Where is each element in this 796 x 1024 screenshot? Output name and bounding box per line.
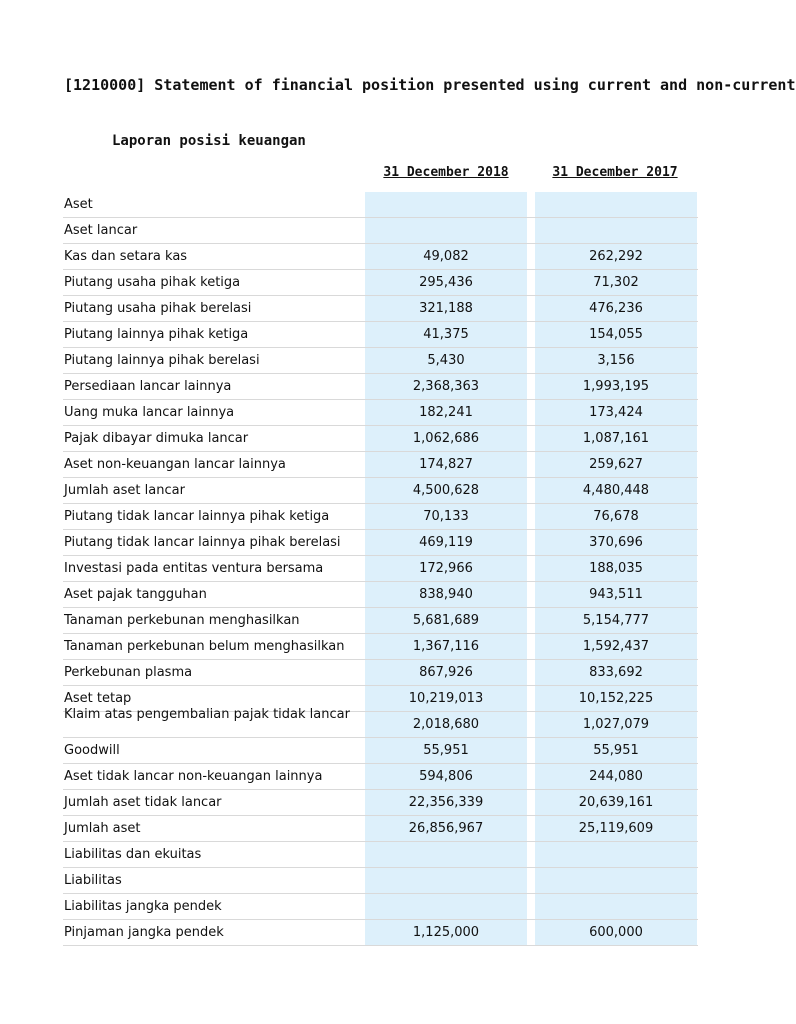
value-cell-2017 (535, 842, 697, 867)
row-label: Aset tetap (64, 691, 132, 706)
table-row (63, 842, 698, 868)
row-label: Uang muka lancar lainnya (64, 405, 235, 420)
value-cell-2018: 1,125,000 (365, 920, 527, 945)
row-label: Liabilitas (64, 873, 122, 888)
value-cell-2018: 867,926 (365, 660, 527, 685)
row-label: Aset non-keuangan lancar lainnya (64, 457, 286, 472)
table-row (63, 400, 698, 426)
table-row (63, 660, 698, 686)
table-row (63, 582, 698, 608)
table-row (63, 426, 698, 452)
table-row (63, 707, 698, 738)
value-cell-2018: 1,367,116 (365, 634, 527, 659)
table-row (63, 868, 698, 894)
value-cell-2018: 4,500,628 (365, 478, 527, 503)
value-cell-2018: 182,241 (365, 400, 527, 425)
value-cell-2018: 10,219,013 (365, 686, 527, 711)
table-row (63, 816, 698, 842)
table-row (63, 894, 698, 920)
value-cell-2018: 41,375 (365, 322, 527, 347)
table-row (63, 790, 698, 816)
row-label: Piutang lainnya pihak berelasi (64, 353, 260, 368)
table-row (63, 764, 698, 790)
value-cell-2018 (365, 218, 527, 243)
statement-title: [1210000] Statement of financial position presented using current and non-current (64, 76, 796, 94)
value-cell-2017: 244,080 (535, 764, 697, 789)
value-cell-2017: 173,424 (535, 400, 697, 425)
row-label: Perkebunan plasma (64, 665, 193, 680)
column-header-2018: 31 December 2018 (383, 165, 509, 180)
value-cell-2018: 70,133 (365, 504, 527, 529)
row-label: Investasi pada entitas ventura bersama (64, 561, 324, 576)
table-row (63, 920, 698, 946)
value-cell-2017: 943,511 (535, 582, 697, 607)
column-header-2017: 31 December 2017 (552, 165, 678, 180)
value-cell-2017: 55,951 (535, 738, 697, 763)
value-cell-2017: 1,993,195 (535, 374, 697, 399)
row-label: Jumlah aset lancar (64, 483, 185, 498)
value-cell-2017: 262,292 (535, 244, 697, 269)
table-row (63, 634, 698, 660)
value-cell-2018: 1,062,686 (365, 426, 527, 451)
value-cell-2018: 172,966 (365, 556, 527, 581)
value-cell-2017: 25,119,609 (535, 816, 697, 841)
table-row (63, 218, 698, 244)
value-cell-2018: 174,827 (365, 452, 527, 477)
value-cell-2017: 10,152,225 (535, 686, 697, 711)
table-row (63, 738, 698, 764)
row-label: Piutang tidak lancar lainnya pihak ketiga (64, 509, 330, 524)
value-cell-2018 (365, 192, 527, 217)
value-cell-2017: 3,156 (535, 348, 697, 373)
value-cell-2017: 20,639,161 (535, 790, 697, 815)
value-cell-2017 (535, 192, 697, 217)
value-cell-2017 (535, 868, 697, 893)
table-row (63, 530, 698, 556)
table-row (63, 452, 698, 478)
value-cell-2017 (535, 894, 697, 919)
table-row (63, 270, 698, 296)
value-cell-2017: 1,027,079 (535, 712, 697, 737)
value-cell-2018: 5,681,689 (365, 608, 527, 633)
row-label: Jumlah aset tidak lancar (64, 795, 222, 810)
value-cell-2018: 49,082 (365, 244, 527, 269)
value-cell-2018: 321,188 (365, 296, 527, 321)
table-row (63, 244, 698, 270)
row-label: Piutang usaha pihak ketiga (64, 275, 241, 290)
value-cell-2018: 2,368,363 (365, 374, 527, 399)
table-row (63, 348, 698, 374)
value-cell-2018: 295,436 (365, 270, 527, 295)
value-cell-2018: 469,119 (365, 530, 527, 555)
value-cell-2018 (365, 842, 527, 867)
table-row (63, 322, 698, 348)
value-cell-2017: 1,087,161 (535, 426, 697, 451)
financial-position-table (63, 192, 698, 946)
table-row (63, 478, 698, 504)
row-label: Liabilitas dan ekuitas (64, 847, 202, 862)
table-row (63, 608, 698, 634)
value-cell-2018: 26,856,967 (365, 816, 527, 841)
row-label: Piutang usaha pihak berelasi (64, 301, 252, 316)
value-cell-2018: 594,806 (365, 764, 527, 789)
table-row (63, 374, 698, 400)
value-cell-2017: 4,480,448 (535, 478, 697, 503)
value-cell-2018 (365, 894, 527, 919)
row-label: Aset tidak lancar non-keuangan lainnya (64, 769, 323, 784)
value-cell-2017 (535, 218, 697, 243)
value-cell-2018: 55,951 (365, 738, 527, 763)
value-cell-2017: 259,627 (535, 452, 697, 477)
value-cell-2017: 600,000 (535, 920, 697, 945)
value-cell-2017: 1,592,437 (535, 634, 697, 659)
table-row (63, 192, 698, 218)
row-label: Goodwill (64, 743, 120, 758)
row-label: Persediaan lancar lainnya (64, 379, 232, 394)
row-label: Aset lancar (64, 223, 138, 238)
value-cell-2017: 71,302 (535, 270, 697, 295)
table-row (63, 296, 698, 322)
row-label: Liabilitas jangka pendek (64, 899, 222, 914)
row-label: Aset (64, 197, 93, 212)
row-label: Piutang lainnya pihak ketiga (64, 327, 249, 342)
value-cell-2017: 188,035 (535, 556, 697, 581)
value-cell-2018: 2,018,680 (365, 712, 527, 737)
table-row (63, 504, 698, 530)
value-cell-2017: 154,055 (535, 322, 697, 347)
row-label: Tanaman perkebunan menghasilkan (64, 613, 300, 628)
value-cell-2018: 838,940 (365, 582, 527, 607)
value-cell-2017: 370,696 (535, 530, 697, 555)
value-cell-2017: 5,154,777 (535, 608, 697, 633)
value-cell-2018: 22,356,339 (365, 790, 527, 815)
value-cell-2017: 76,678 (535, 504, 697, 529)
row-label: Kas dan setara kas (64, 249, 188, 264)
value-cell-2018 (365, 868, 527, 893)
statement-subtitle: Laporan posisi keuangan (112, 133, 306, 149)
table-row (63, 556, 698, 582)
value-cell-2018: 5,430 (365, 348, 527, 373)
row-label: Pinjaman jangka pendek (64, 925, 224, 940)
row-label: Piutang tidak lancar lainnya pihak berelasi (64, 535, 341, 550)
value-cell-2017: 833,692 (535, 660, 697, 685)
row-label: Pajak dibayar dimuka lancar (64, 431, 249, 446)
row-label: Jumlah aset (64, 821, 141, 836)
value-cell-2017: 476,236 (535, 296, 697, 321)
row-label: Klaim atas pengembalian pajak tidak lancar (64, 707, 350, 722)
row-label: Aset pajak tangguhan (64, 587, 207, 602)
row-label: Tanaman perkebunan belum menghasilkan (64, 639, 345, 654)
